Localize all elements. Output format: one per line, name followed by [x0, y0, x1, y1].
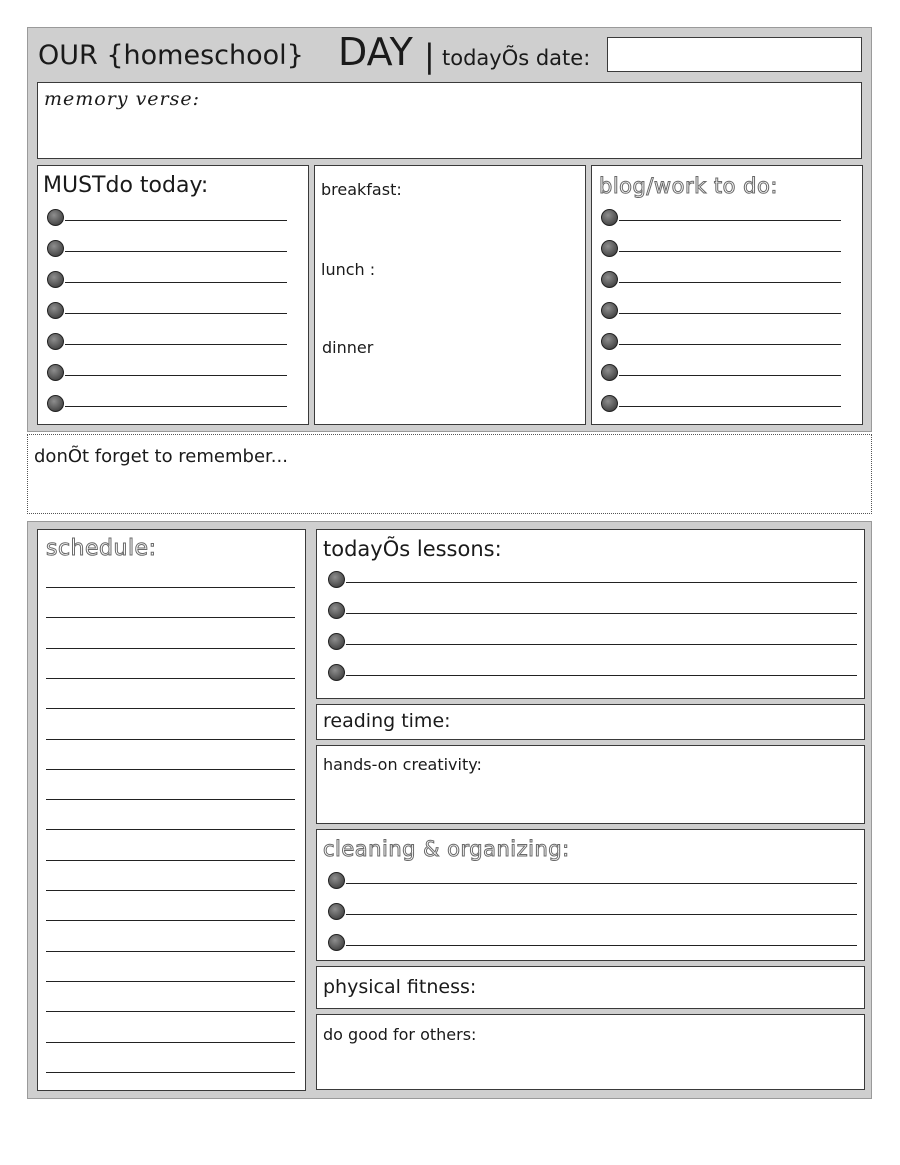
must-do-write-line[interactable]: [65, 251, 287, 252]
cleaning-write-line[interactable]: [346, 945, 857, 946]
must-do-bullet-icon[interactable]: [47, 240, 64, 257]
cleaning-title: cleaning & organizing:: [323, 837, 570, 861]
schedule-write-line[interactable]: [46, 1011, 295, 1012]
must-do-write-line[interactable]: [65, 220, 287, 221]
reading-label: reading time:: [323, 710, 451, 732]
blog-work-write-line[interactable]: [619, 220, 841, 221]
good-label: do good for others:: [323, 1025, 477, 1044]
lesson-write-line[interactable]: [346, 613, 857, 614]
schedule-write-line[interactable]: [46, 708, 295, 709]
blog-work-title: blog/work to do:: [599, 174, 778, 198]
must-do-bullet-icon[interactable]: [47, 302, 64, 319]
title-day: DAY: [338, 30, 413, 74]
good-box[interactable]: [316, 1014, 865, 1090]
lessons-title: todayÕs lessons:: [323, 537, 502, 561]
blog-work-bullet-icon[interactable]: [601, 271, 618, 288]
blog-work-write-line[interactable]: [619, 251, 841, 252]
blog-work-write-line[interactable]: [619, 313, 841, 314]
cleaning-write-line[interactable]: [346, 883, 857, 884]
memory-verse-label: memory verse:: [44, 88, 201, 110]
must-do-bullet-icon[interactable]: [47, 364, 64, 381]
blog-work-bullet-icon[interactable]: [601, 333, 618, 350]
lesson-bullet-icon[interactable]: [328, 571, 345, 588]
lesson-bullet-icon[interactable]: [328, 664, 345, 681]
creativity-label: hands-on creativity:: [323, 755, 482, 774]
schedule-write-line[interactable]: [46, 920, 295, 921]
dinner-label: dinner: [322, 338, 374, 357]
blog-work-bullet-icon[interactable]: [601, 240, 618, 257]
blog-work-write-line[interactable]: [619, 344, 841, 345]
title-prefix: OUR {homeschool}: [38, 40, 304, 71]
breakfast-label: breakfast:: [321, 180, 402, 199]
date-field[interactable]: [607, 37, 862, 72]
blog-work-bullet-icon[interactable]: [601, 395, 618, 412]
lesson-bullet-icon[interactable]: [328, 633, 345, 650]
schedule-write-line[interactable]: [46, 678, 295, 679]
must-do-write-line[interactable]: [65, 375, 287, 376]
lesson-write-line[interactable]: [346, 644, 857, 645]
must-do-write-line[interactable]: [65, 313, 287, 314]
memory-verse-box[interactable]: [37, 82, 862, 159]
lesson-write-line[interactable]: [346, 582, 857, 583]
schedule-write-line[interactable]: [46, 617, 295, 618]
must-do-bullet-icon[interactable]: [47, 209, 64, 226]
schedule-write-line[interactable]: [46, 769, 295, 770]
schedule-write-line[interactable]: [46, 799, 295, 800]
cleaning-bullet-icon[interactable]: [328, 934, 345, 951]
cleaning-box: [316, 829, 865, 961]
schedule-write-line[interactable]: [46, 1042, 295, 1043]
schedule-write-line[interactable]: [46, 587, 295, 588]
schedule-write-line[interactable]: [46, 829, 295, 830]
blog-work-bullet-icon[interactable]: [601, 302, 618, 319]
cleaning-bullet-icon[interactable]: [328, 872, 345, 889]
blog-work-bullet-icon[interactable]: [601, 364, 618, 381]
lessons-box: [316, 529, 865, 699]
schedule-write-line[interactable]: [46, 981, 295, 982]
must-do-write-line[interactable]: [65, 282, 287, 283]
must-do-title: MUSTdo today:: [43, 173, 209, 198]
lesson-write-line[interactable]: [346, 675, 857, 676]
cleaning-bullet-icon[interactable]: [328, 903, 345, 920]
schedule-write-line[interactable]: [46, 739, 295, 740]
remember-label: donÕt forget to remember...: [34, 446, 288, 467]
schedule-write-line[interactable]: [46, 951, 295, 952]
must-do-bullet-icon[interactable]: [47, 333, 64, 350]
blog-work-write-line[interactable]: [619, 375, 841, 376]
meals-box: [314, 165, 586, 425]
reading-box[interactable]: [316, 704, 865, 740]
schedule-title: schedule:: [46, 536, 157, 561]
lesson-bullet-icon[interactable]: [328, 602, 345, 619]
blog-work-write-line[interactable]: [619, 282, 841, 283]
fitness-label: physical fitness:: [323, 976, 477, 998]
remember-box[interactable]: [27, 434, 872, 514]
must-do-bullet-icon[interactable]: [47, 271, 64, 288]
must-do-box: [37, 165, 309, 425]
must-do-bullet-icon[interactable]: [47, 395, 64, 412]
fitness-box[interactable]: [316, 966, 865, 1009]
creativity-box[interactable]: [316, 745, 865, 824]
schedule-box: [37, 529, 306, 1091]
lunch-label: lunch :: [321, 260, 376, 279]
blog-work-write-line[interactable]: [619, 406, 841, 407]
blog-work-box: [591, 165, 863, 425]
schedule-write-line[interactable]: [46, 860, 295, 861]
schedule-write-line[interactable]: [46, 1072, 295, 1073]
schedule-write-line[interactable]: [46, 890, 295, 891]
cleaning-write-line[interactable]: [346, 914, 857, 915]
must-do-write-line[interactable]: [65, 406, 287, 407]
date-label: todayÕs date:: [442, 46, 591, 70]
blog-work-bullet-icon[interactable]: [601, 209, 618, 226]
must-do-write-line[interactable]: [65, 344, 287, 345]
title-separator: |: [424, 37, 435, 75]
schedule-write-line[interactable]: [46, 648, 295, 649]
